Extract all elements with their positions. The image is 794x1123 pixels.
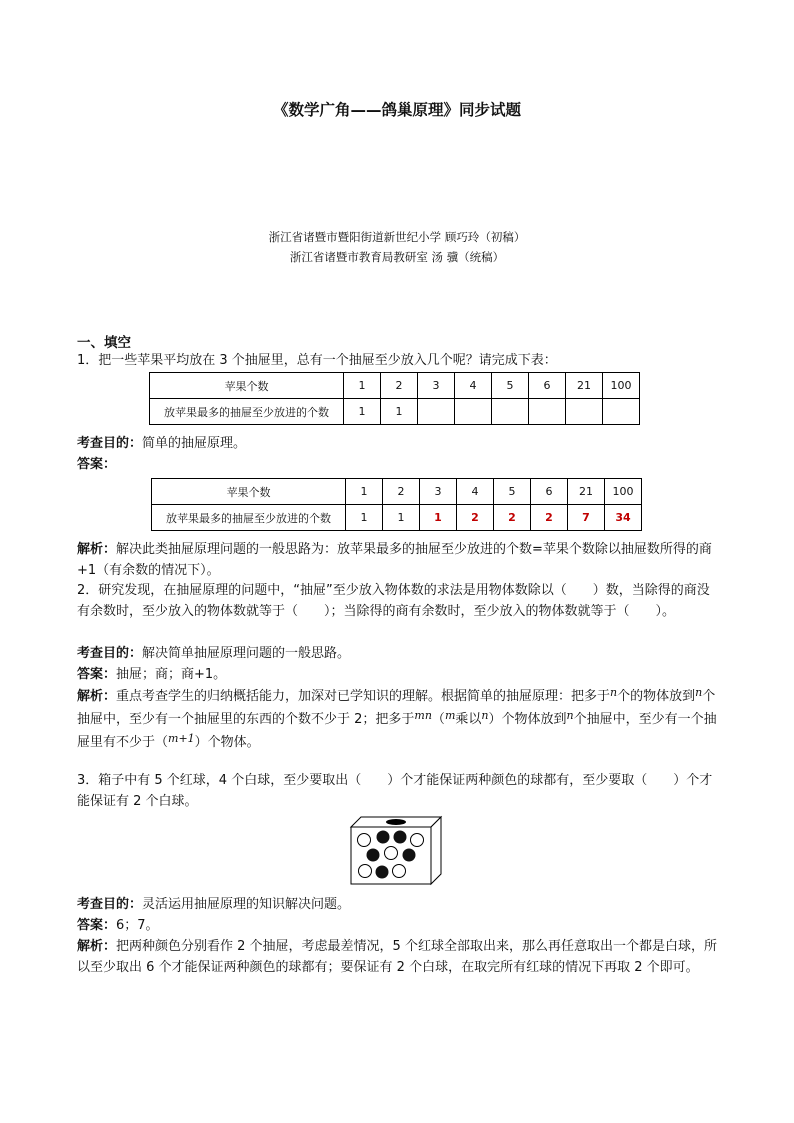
analysis-text: 解决此类抽屉原理问题的一般思路为：放苹果最多的抽屉至少放进的个数=苹果个数除以抽屉数所得的商+1（有余数的情况下）。 — [77, 542, 712, 578]
box-opening — [386, 819, 406, 825]
table-cell: 5 — [492, 373, 529, 399]
purpose-label: 考查目的： — [77, 897, 143, 912]
analysis-label: 解析： — [77, 689, 117, 704]
analysis-text: 个抽屉中，至少有一个抽屉里的东西的个数不少于 2；把多于 — [77, 689, 716, 727]
table-header-cell: 放苹果最多的抽屉至少放进的个数 — [150, 399, 344, 425]
white-ball — [393, 865, 406, 878]
table-cell-answer: 2 — [531, 505, 568, 531]
purpose-text: 简单的抽屉原理。 — [142, 436, 247, 451]
table-cell-answer: 2 — [494, 505, 531, 531]
table-cell-answer: 1 — [420, 505, 457, 531]
box-side-face — [431, 817, 441, 884]
white-ball — [358, 834, 371, 847]
table-cell: 4 — [455, 373, 492, 399]
black-ball — [403, 849, 416, 862]
table-cell: 1 — [344, 373, 381, 399]
table-row — [150, 399, 640, 425]
table-header-cell: 苹果个数 — [152, 479, 346, 505]
math-n: n — [481, 709, 489, 722]
question-1-text: 1．把一些苹果平均放在 3 个抽屉里，总有一个抽屉至少放入几个呢？请完成下表： — [77, 353, 557, 368]
white-ball — [385, 847, 398, 860]
question-2-text: 2．研究发现，在抽屉原理的问题中，“抽屉”至少放入物体数的求法是用物体数除以（ ）数，当除得的商没有余数时，至少放入的物体数就等于（ ）；当除得的商有余数时，至少放入的物体数就等于（ ）。 — [77, 583, 710, 619]
question-1-purpose — [77, 433, 717, 454]
analysis-text: ）个物体放到 — [488, 712, 567, 727]
table-cell-answer: 7 — [568, 505, 605, 531]
white-ball — [359, 865, 372, 878]
table-cell-answer: 34 — [605, 505, 642, 531]
ball-box-illustration — [349, 812, 444, 887]
question-2-analysis — [77, 685, 717, 754]
question-1-analysis — [77, 539, 717, 581]
black-ball — [394, 831, 407, 844]
question-1-answer-table — [151, 478, 642, 531]
analysis-text: ）个物体。 — [194, 735, 260, 750]
table-cell: 3 — [420, 479, 457, 505]
table-cell: 1 — [383, 505, 420, 531]
table-header-cell: 放苹果最多的抽屉至少放进的个数 — [152, 505, 346, 531]
table-cell: 3 — [418, 373, 455, 399]
math-mn: mn — [414, 709, 432, 722]
answer-text: 抽屉；商；商+1。 — [116, 667, 227, 682]
answer-text: 6；7。 — [116, 918, 159, 933]
table-cell: 100 — [605, 479, 642, 505]
analysis-text: 个抽屉中，至少有一个抽屉里有不少于（ — [77, 712, 717, 750]
table-header-cell: 苹果个数 — [150, 373, 344, 399]
question-2-answer — [77, 664, 717, 685]
table-cell: 1 — [344, 399, 381, 425]
table-cell: 2 — [381, 373, 418, 399]
table-cell: 1 — [381, 399, 418, 425]
table-cell-blank[interactable] — [603, 399, 640, 425]
table-cell: 5 — [494, 479, 531, 505]
purpose-text: 灵活运用抽屉原理的知识解决问题。 — [142, 897, 351, 912]
table-cell: 6 — [531, 479, 568, 505]
question-3-answer — [77, 915, 717, 936]
document-title: 《数学广角——鸽巢原理》同步试题 — [272, 101, 521, 119]
math-n: n — [610, 686, 618, 699]
table-cell-blank[interactable] — [492, 399, 529, 425]
purpose-label: 考查目的： — [77, 646, 143, 661]
analysis-text: 个的物体放到 — [617, 689, 696, 704]
purpose-label: 考查目的： — [77, 436, 143, 451]
purpose-text: 解决简单抽屉原理问题的一般思路。 — [142, 646, 351, 661]
analysis-label: 解析： — [77, 939, 117, 954]
white-ball — [411, 834, 424, 847]
question-3-purpose — [77, 894, 717, 915]
math-m-plus-1: m+1 — [168, 732, 195, 745]
table-cell-blank[interactable] — [529, 399, 566, 425]
black-ball — [377, 831, 390, 844]
question-3-text: 3．箱子中有 5 个红球，4 个白球，至少要取出（ ）个才能保证两种颜色的球都有，至少要取（ ）个才能保证有 2 个白球。 — [77, 773, 713, 809]
table-row — [152, 479, 642, 505]
question-1-table — [149, 372, 640, 425]
table-cell: 1 — [346, 505, 383, 531]
table-cell: 1 — [346, 479, 383, 505]
analysis-text: 乘以 — [455, 712, 482, 727]
table-cell-blank[interactable] — [455, 399, 492, 425]
black-ball — [376, 866, 389, 879]
answer-label: 答案： — [77, 918, 117, 933]
author-line-2: 浙江省诸暨市教育局教研室 汤 骥（统稿） — [289, 250, 505, 264]
table-cell: 4 — [457, 479, 494, 505]
question-2-purpose — [77, 643, 717, 664]
analysis-label: 解析： — [77, 542, 117, 557]
table-cell: 21 — [568, 479, 605, 505]
table-cell: 6 — [529, 373, 566, 399]
table-cell-blank[interactable] — [418, 399, 455, 425]
answer-label: 答案： — [77, 457, 117, 472]
math-n: n — [566, 709, 574, 722]
table-cell: 2 — [383, 479, 420, 505]
table-row — [150, 373, 640, 399]
math-m: m — [444, 709, 456, 722]
analysis-text: 重点考查学生的归纳概括能力，加深对已学知识的理解。根据简单的抽屉原理：把多于 — [116, 689, 611, 704]
table-cell-blank[interactable] — [566, 399, 603, 425]
table-cell-answer: 2 — [457, 505, 494, 531]
black-ball — [367, 849, 380, 862]
question-1-answer-label — [77, 454, 717, 475]
section-heading-fill-blank: 一、填空 — [77, 335, 131, 351]
analysis-text: （ — [431, 712, 445, 727]
author-line-1: 浙江省诸暨市暨阳街道新世纪小学 顾巧玲（初稿） — [268, 230, 526, 244]
question-3-analysis — [77, 936, 717, 978]
table-cell: 100 — [603, 373, 640, 399]
math-n: n — [695, 686, 703, 699]
analysis-text: 把两种颜色分别看作 2 个抽屉，考虑最差情况，5 个红球全部取出来，那么再任意取出一个都是白球，所以至少取出 6 个才能保证两种颜色的球都有；要保证有 2 个白球，在取完所有红球的情况下再取 2 个即可。 — [77, 939, 717, 975]
table-cell: 21 — [566, 373, 603, 399]
table-row — [152, 505, 642, 531]
answer-label: 答案： — [77, 667, 117, 682]
